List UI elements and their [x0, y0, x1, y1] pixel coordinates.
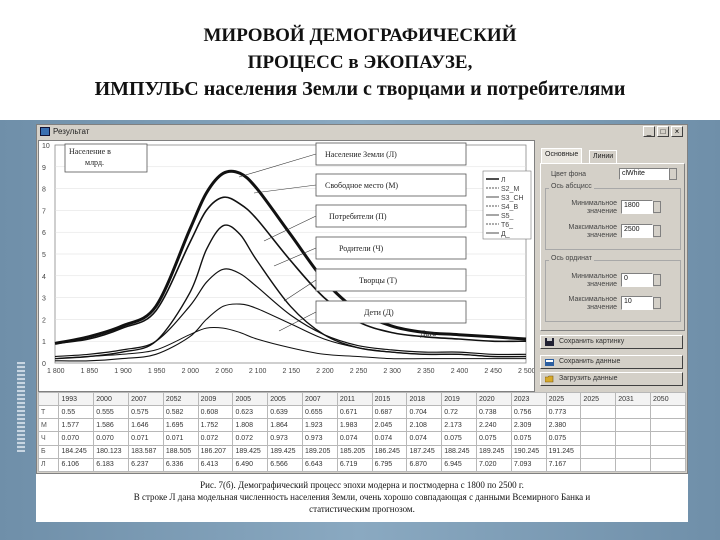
close-button[interactable]: ×: [671, 126, 683, 137]
table-cell[interactable]: [581, 432, 616, 445]
table-row[interactable]: [39, 458, 686, 471]
table-cell[interactable]: 187.245: [407, 445, 442, 458]
table-cell[interactable]: 0.639: [268, 406, 303, 419]
table-cell[interactable]: 7.167: [546, 458, 581, 471]
window-titlebar[interactable]: [37, 125, 687, 139]
table-cell[interactable]: 6.795: [372, 458, 407, 471]
table-cell[interactable]: 0.074: [372, 432, 407, 445]
table-cell[interactable]: 2007: [129, 393, 164, 406]
open-folder-icon: [545, 375, 554, 383]
x-max-label-2: значение: [586, 232, 617, 239]
table-cell[interactable]: 0.973: [303, 432, 338, 445]
x-max-label-1: Максимальное: [568, 224, 617, 231]
x-axis-ticks: [47, 368, 534, 375]
table-cell[interactable]: 2025: [581, 393, 616, 406]
table-cell[interactable]: 0.72: [442, 406, 477, 419]
table-cell[interactable]: 0.704: [407, 406, 442, 419]
legend-entry: Д_: [501, 231, 510, 238]
y-axis-label-2: млрд.: [85, 158, 105, 167]
y-max-input[interactable]: 10: [621, 296, 653, 310]
table-cell[interactable]: 0.687: [372, 406, 407, 419]
x-axis-group-title: Ось абсцисс: [551, 183, 592, 190]
x-tick-label: 2 100: [248, 368, 267, 375]
y-tick-label: 1: [42, 339, 46, 347]
table-cell[interactable]: 0.655: [303, 406, 338, 419]
table-cell[interactable]: 186.245: [372, 445, 407, 458]
x-min-spinner[interactable]: [653, 201, 661, 213]
annotation-leader-line: [239, 154, 316, 177]
bg-color-select[interactable]: clWhite: [619, 168, 669, 180]
table-cell[interactable]: [581, 419, 616, 432]
table-cell[interactable]: 2009: [198, 393, 233, 406]
table-cell[interactable]: 0.072: [198, 432, 233, 445]
table-cell[interactable]: 189.245: [477, 445, 512, 458]
save-data-icon: [545, 358, 554, 366]
table-cell[interactable]: 183.587: [129, 445, 164, 458]
table-cell[interactable]: 0.075: [546, 432, 581, 445]
annotation-consumers: [316, 205, 466, 227]
table-cell[interactable]: 186.207: [198, 445, 233, 458]
annotation-parents: [316, 237, 466, 259]
y-tick-label: 3: [42, 295, 46, 303]
table-cell[interactable]: 2019: [442, 393, 477, 406]
y-max-label-1: Максимальное: [568, 296, 617, 303]
caption-line-1: Рис. 7(б). Демографический процесс эпохи модерна и постмодерна с 1800 по 2500 г.: [200, 480, 524, 490]
population-chart: [39, 141, 534, 391]
table-cell[interactable]: 190.245: [511, 445, 546, 458]
table-cell[interactable]: [651, 458, 686, 471]
row-header-cell[interactable]: Б: [39, 445, 59, 458]
table-cell[interactable]: 0.608: [198, 406, 233, 419]
table-cell[interactable]: 1.923: [303, 419, 338, 432]
annotation-free-label: Свободное место (М): [325, 181, 399, 190]
row-header-cell[interactable]: Ч: [39, 432, 59, 445]
y-tick-label: 4: [42, 273, 46, 281]
y-min-input[interactable]: 0: [621, 273, 653, 287]
row-header-cell[interactable]: Т: [39, 406, 59, 419]
table-cell[interactable]: 0.671: [337, 406, 372, 419]
table-row[interactable]: [39, 432, 686, 445]
annotation-consumers-label: Потребители (П): [329, 212, 387, 221]
decorative-stripe: [17, 362, 25, 452]
table-cell[interactable]: 0.075: [477, 432, 512, 445]
table-cell[interactable]: [651, 445, 686, 458]
floppy-icon: [545, 338, 554, 346]
save-data-label: Сохранить данные: [559, 358, 621, 365]
tab-main[interactable]: Основные: [541, 148, 582, 163]
table-cell[interactable]: 0.55: [59, 406, 94, 419]
y-min-label-2: значение: [586, 281, 617, 288]
window-title: Результат: [53, 127, 90, 136]
table-row[interactable]: [39, 393, 686, 406]
table-cell[interactable]: 1.695: [163, 419, 198, 432]
y-max-spinner[interactable]: [653, 297, 661, 309]
table-cell[interactable]: [616, 445, 651, 458]
load-data-button[interactable]: [540, 372, 683, 386]
table-cell[interactable]: 0.738: [477, 406, 512, 419]
table-cell[interactable]: 1.752: [198, 419, 233, 432]
table-cell[interactable]: [616, 458, 651, 471]
y-max-label-2: значение: [586, 304, 617, 311]
table-cell[interactable]: 6.183: [94, 458, 129, 471]
table-cell[interactable]: 0.773: [546, 406, 581, 419]
x-tick-label: 2 300: [383, 368, 401, 375]
row-header-cell[interactable]: [39, 393, 59, 406]
y-axis-ticks: [42, 143, 50, 368]
table-cell[interactable]: 2015: [372, 393, 407, 406]
table-cell[interactable]: [581, 445, 616, 458]
table-cell[interactable]: 189.205: [303, 445, 338, 458]
tab-main-panel: [540, 163, 685, 331]
table-row[interactable]: [39, 445, 686, 458]
app-icon: [40, 127, 50, 136]
table-cell[interactable]: [651, 419, 686, 432]
table-cell[interactable]: 6.870: [407, 458, 442, 471]
legend-entry: S5_: [501, 213, 514, 220]
table-cell[interactable]: 0.075: [442, 432, 477, 445]
x-tick-label: 1 950: [147, 368, 166, 375]
y-axis-label-1: Население в: [69, 147, 111, 156]
table-cell[interactable]: 6.237: [129, 458, 164, 471]
caption-line-3: статистическим прогнозом.: [309, 504, 415, 514]
x-tick-label: 2 150: [282, 368, 301, 375]
y-axis-group: [545, 260, 681, 322]
table-cell[interactable]: 0.071: [163, 432, 198, 445]
load-data-label: Загрузить данные: [559, 375, 618, 382]
chart-area: [38, 140, 535, 392]
tab-lines[interactable]: Линии: [589, 150, 617, 163]
table-row[interactable]: [39, 419, 686, 432]
annotation-free: [316, 174, 466, 196]
table-cell[interactable]: 0.072: [233, 432, 268, 445]
y-min-label-1: Минимальное: [571, 273, 617, 280]
table-cell[interactable]: 0.756: [511, 406, 546, 419]
legend-entry: Л: [501, 177, 506, 184]
table-cell[interactable]: 6.413: [198, 458, 233, 471]
table-cell[interactable]: 6.490: [233, 458, 268, 471]
table-cell[interactable]: [616, 406, 651, 419]
table-cell[interactable]: [616, 419, 651, 432]
y-min-spinner[interactable]: [653, 274, 661, 286]
table-cell[interactable]: [651, 406, 686, 419]
figure-caption: [36, 474, 688, 522]
x-axis-group: [545, 188, 681, 250]
table-cell[interactable]: 2.045: [372, 419, 407, 432]
table-cell[interactable]: 2050: [651, 393, 686, 406]
slide-title-line-1: МИРОВОЙ ДЕМОГРАФИЧЕСКИЙ: [203, 25, 517, 46]
table-cell[interactable]: 2005: [233, 393, 268, 406]
table-cell[interactable]: 189.425: [268, 445, 303, 458]
table-cell[interactable]: 7.093: [511, 458, 546, 471]
x-tick-label: 2 400: [450, 368, 469, 375]
x-tick-label: 2 350: [417, 368, 435, 375]
table-cell[interactable]: 6.643: [303, 458, 338, 471]
table-cell[interactable]: 6.719: [337, 458, 372, 471]
y-tick-label: 10: [42, 143, 50, 150]
table-cell[interactable]: 189.425: [233, 445, 268, 458]
table-cell[interactable]: 2005: [268, 393, 303, 406]
annotation-total-label: Население Земли (Л): [325, 150, 397, 159]
table-cell[interactable]: 191.245: [546, 445, 581, 458]
legend-entry: S4_B: [501, 204, 519, 211]
row-header-cell[interactable]: Л: [39, 458, 59, 471]
table-cell[interactable]: 0.075: [511, 432, 546, 445]
table-cell[interactable]: 0.071: [129, 432, 164, 445]
table-cell[interactable]: 1.864: [268, 419, 303, 432]
table-cell[interactable]: 0.623: [233, 406, 268, 419]
table-cell[interactable]: [581, 458, 616, 471]
table-cell[interactable]: [581, 406, 616, 419]
table-cell[interactable]: 0.070: [94, 432, 129, 445]
table-cell[interactable]: 2018: [407, 393, 442, 406]
x-max-spinner[interactable]: [653, 225, 661, 237]
row-header-cell[interactable]: М: [39, 419, 59, 432]
table-cell[interactable]: 6.106: [59, 458, 94, 471]
x-tick-label: 2 050: [215, 368, 233, 375]
table-cell[interactable]: 2031: [616, 393, 651, 406]
table-cell[interactable]: [616, 432, 651, 445]
x-tick-label: 2 450: [484, 368, 502, 375]
x-tick-label: 2 200: [316, 368, 334, 375]
table-cell[interactable]: 6.336: [163, 458, 198, 471]
save-chart-label: Сохранить картинку: [559, 338, 625, 345]
legend-entry: S2_M: [501, 186, 520, 193]
table-cell[interactable]: 1.586: [94, 419, 129, 432]
table-cell[interactable]: 2000: [94, 393, 129, 406]
slide-title-line-2: ПРОЦЕСС в ЭКОПАУЗЕ,: [247, 52, 473, 73]
table-cell[interactable]: 0.575: [129, 406, 164, 419]
table-cell[interactable]: 1.808: [233, 419, 268, 432]
x-min-label-2: значение: [586, 208, 617, 215]
y-tick-label: 6: [42, 230, 46, 238]
y-axis-group-title: Ось ординат: [551, 255, 592, 262]
y-tick-label: 0: [42, 361, 46, 368]
x-tick-label: 1 800: [47, 368, 65, 375]
save-chart-button[interactable]: [540, 335, 683, 349]
table-cell[interactable]: 2.108: [407, 419, 442, 432]
y-tick-label: 7: [42, 208, 46, 216]
x-tick-label: 2 000: [181, 368, 200, 375]
save-data-button[interactable]: [540, 355, 683, 369]
minimize-button[interactable]: _: [643, 126, 655, 137]
x-min-label-1: Минимальное: [571, 200, 617, 207]
table-cell[interactable]: 0.074: [407, 432, 442, 445]
settings-panel: [537, 140, 687, 392]
bg-color-dropdown[interactable]: [669, 168, 677, 180]
annotation-creators: [316, 269, 466, 291]
table-cell[interactable]: 2023: [511, 393, 546, 406]
result-window: [36, 124, 688, 474]
annotation-creators-label: Творцы (Т): [359, 276, 398, 285]
table-cell[interactable]: 2.309: [511, 419, 546, 432]
table-cell[interactable]: 0.555: [94, 406, 129, 419]
x-tick-label: 1 900: [114, 368, 132, 375]
table-row[interactable]: [39, 406, 686, 419]
y-tick-label: 8: [42, 186, 46, 194]
table-cell[interactable]: 2.173: [442, 419, 477, 432]
table-cell[interactable]: [651, 432, 686, 445]
table-cell[interactable]: 6.566: [268, 458, 303, 471]
annotation-leader-line: [254, 185, 316, 193]
x-axis-label: Дата: [420, 329, 436, 338]
data-table[interactable]: [38, 392, 686, 472]
table-cell[interactable]: 184.245: [59, 445, 94, 458]
table-cell[interactable]: 188.505: [163, 445, 198, 458]
table-cell[interactable]: 7.020: [477, 458, 512, 471]
slide-title-line-3: ИМПУЛЬС населения Земли с творцами и потребителями: [94, 78, 626, 100]
annotation-parents-label: Родители (Ч): [339, 244, 384, 253]
annotation-children: [316, 301, 466, 323]
caption-line-2: В строке Л дана модельная численность населения Земли, очень хорошо совпадающая с данными Всемирного Банка и: [133, 492, 591, 502]
table-cell[interactable]: 2052: [163, 393, 198, 406]
table-cell[interactable]: 0.070: [59, 432, 94, 445]
table-cell[interactable]: 2011: [337, 393, 372, 406]
slide-title: [0, 0, 720, 120]
table-cell[interactable]: 0.582: [163, 406, 198, 419]
annotation-total: [316, 143, 466, 165]
bg-color-label: Цвет фона: [551, 171, 587, 178]
series-legend: [483, 171, 531, 239]
legend-entry: S3_CH: [501, 195, 524, 202]
table-cell[interactable]: 188.245: [442, 445, 477, 458]
table-cell[interactable]: 1993: [59, 393, 94, 406]
x-min-input[interactable]: 1800: [621, 200, 653, 214]
table-cell[interactable]: 0.973: [268, 432, 303, 445]
legend-entry: T6_: [501, 222, 514, 229]
table-cell[interactable]: 1.646: [129, 419, 164, 432]
table-cell[interactable]: 2.240: [477, 419, 512, 432]
table-cell[interactable]: 0.074: [337, 432, 372, 445]
table-cell[interactable]: 2.380: [546, 419, 581, 432]
y-tick-label: 9: [42, 164, 46, 172]
y-tick-label: 2: [42, 317, 46, 325]
table-cell[interactable]: 1.983: [337, 419, 372, 432]
table-cell[interactable]: 1.577: [59, 419, 94, 432]
x-tick-label: 2 250: [349, 368, 368, 375]
table-cell[interactable]: 2007: [303, 393, 338, 406]
x-max-input[interactable]: 2500: [621, 224, 653, 238]
chart-series: [55, 171, 526, 361]
annotation-children-label: Дети (Д): [364, 308, 394, 317]
table-cell[interactable]: 2025: [546, 393, 581, 406]
y-tick-label: 5: [42, 252, 46, 259]
table-cell[interactable]: 2020: [477, 393, 512, 406]
annotation-leader-line: [264, 216, 316, 241]
table-cell[interactable]: 6.945: [442, 458, 477, 471]
table-cell[interactable]: 185.205: [337, 445, 372, 458]
table-cell[interactable]: 180.123: [94, 445, 129, 458]
x-tick-label: 2 500: [518, 368, 534, 375]
x-tick-label: 1 850: [80, 368, 99, 375]
maximize-button[interactable]: □: [657, 126, 669, 137]
